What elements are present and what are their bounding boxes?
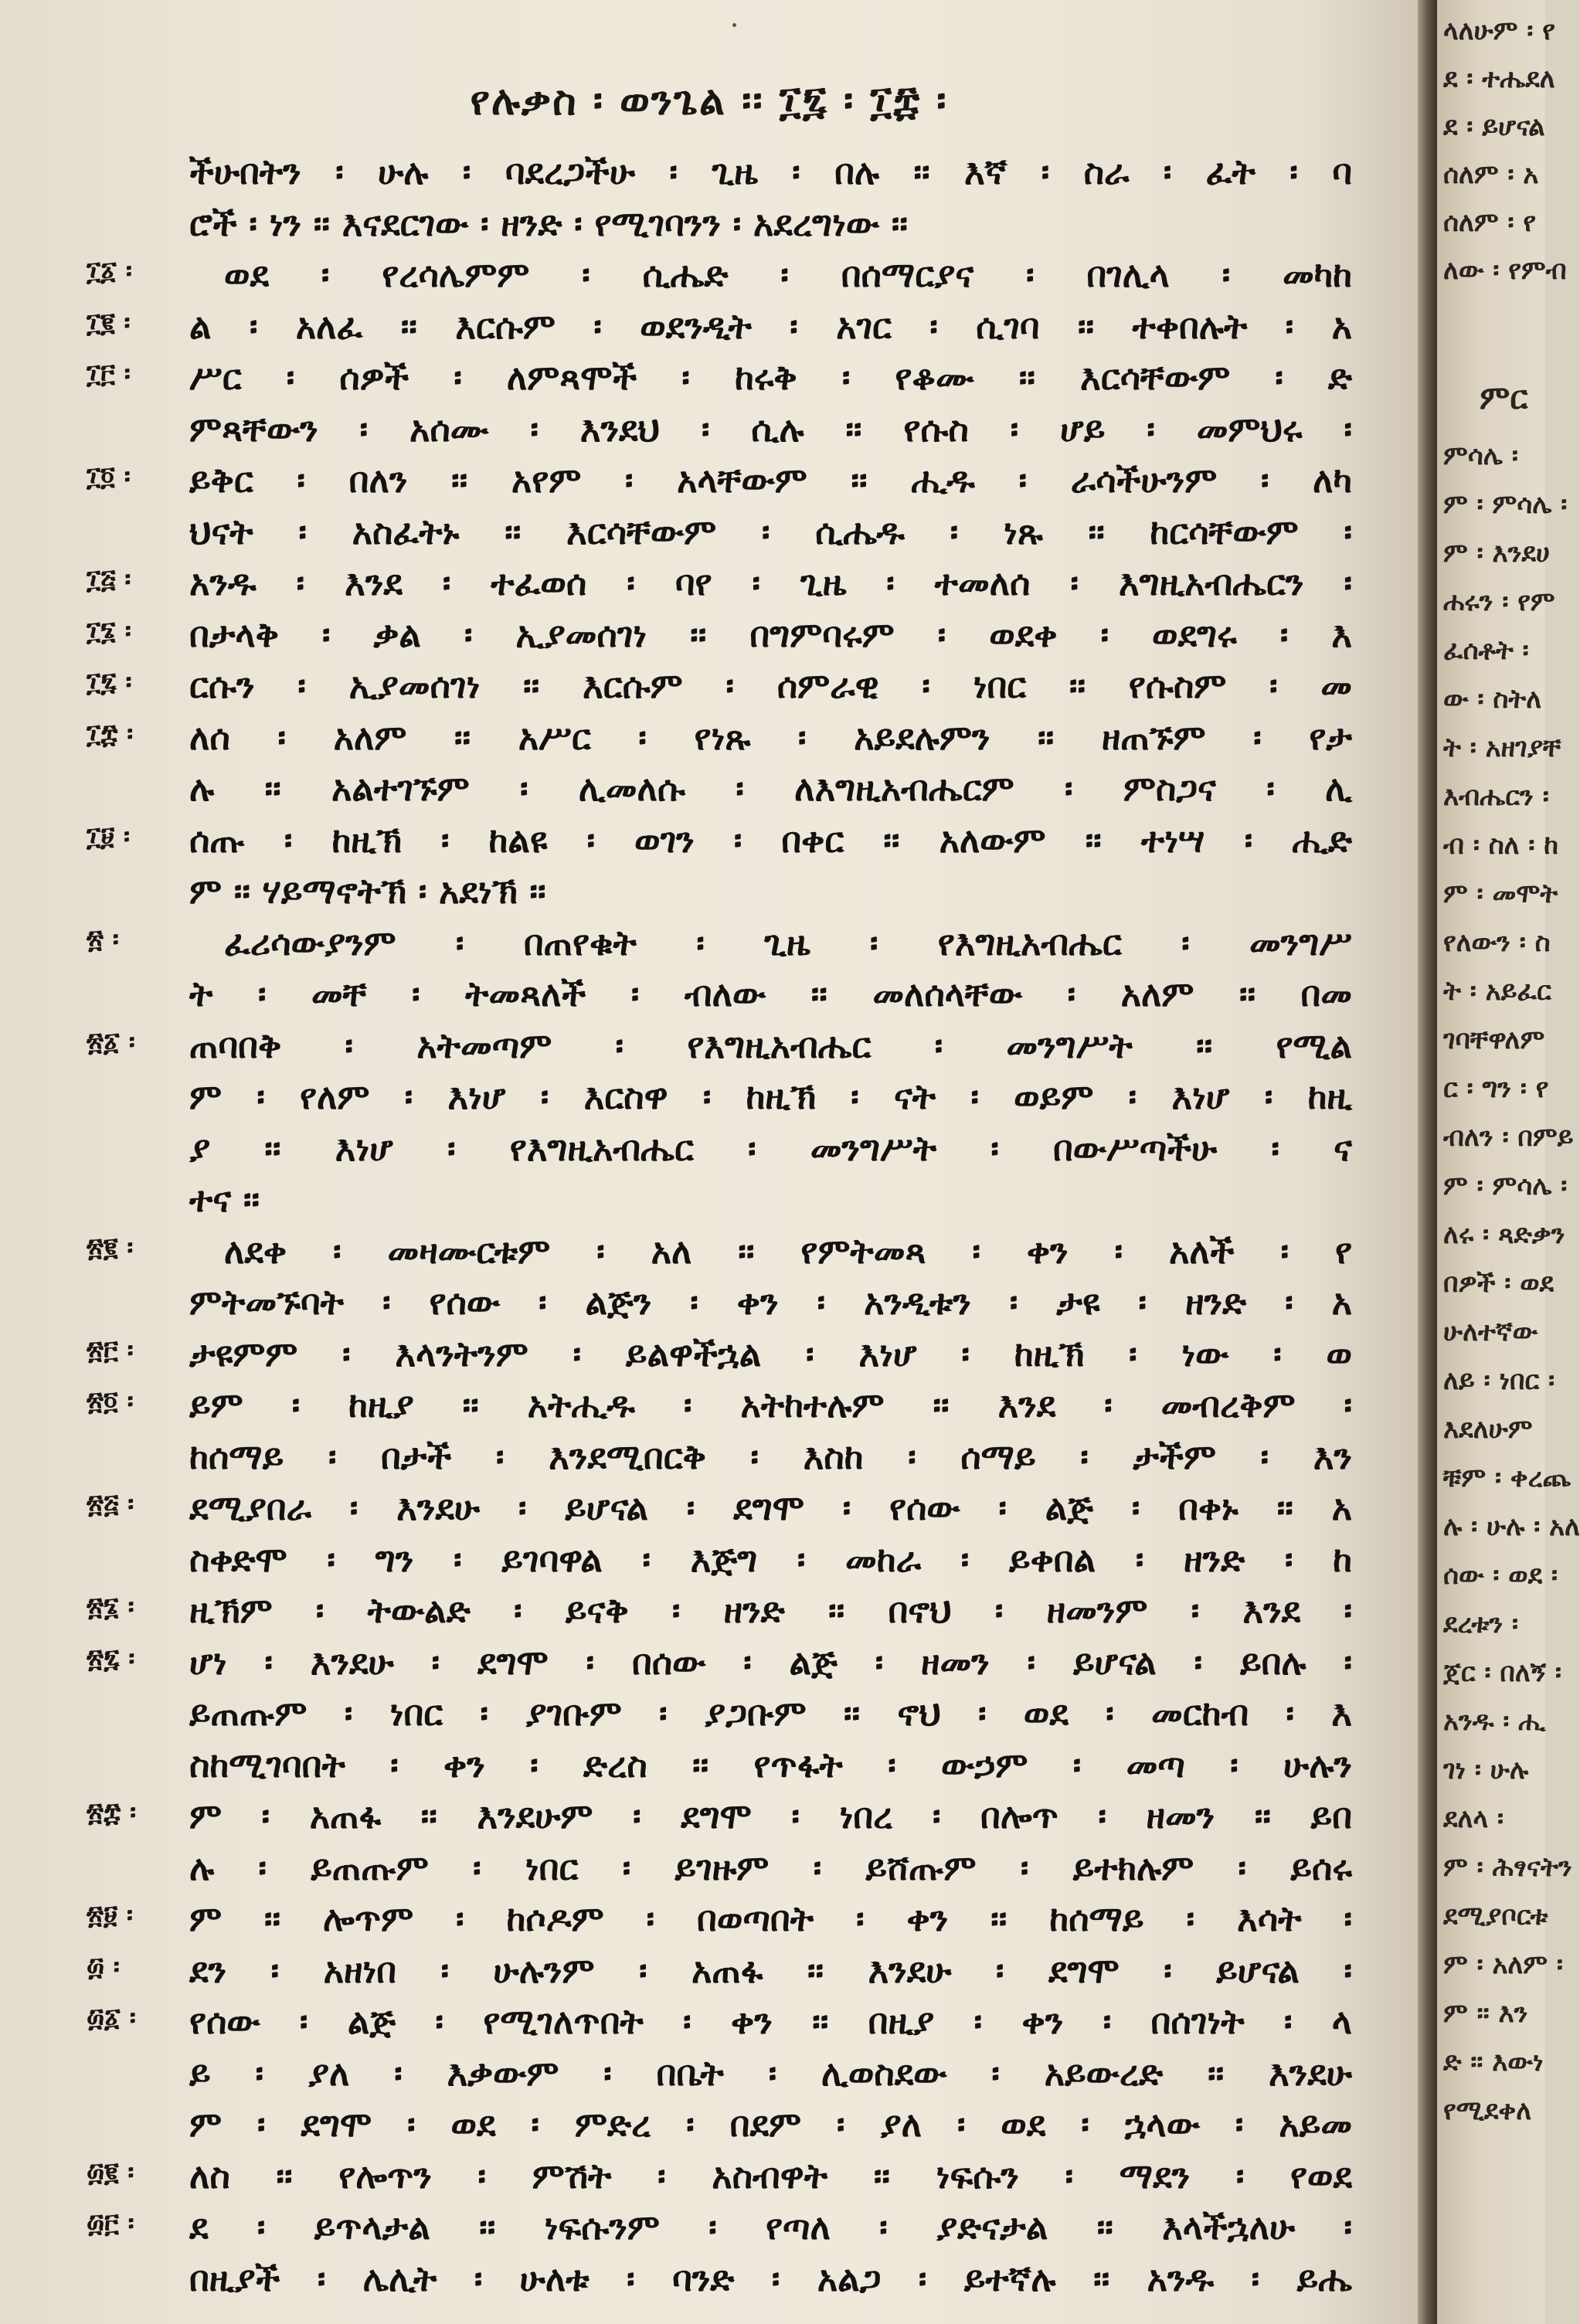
text-line [0,815,1418,867]
line-text: ል ፡ አለፈ ፡፡ እርሱም ፡ ወደንዲት ፡ አገር ፡ ሲገባ ፡፡ ተቀበሉት ፡ አ [189,305,1352,347]
line-text: በታላቅ ፡ ቃል ፡ ኢያመሰገነ ፡፡ በግምባሩም ፡ ወደቀ ፡ ወደግሩ ፡ እ [189,613,1352,655]
line-text: ፈሪሳውያንም ፡ በጠየቁት ፡ ጊዜ ፡ የእግዚአብሔር ፡ መንግሥ [224,922,1352,963]
text-line [0,1688,1418,1740]
text-line [0,1226,1418,1278]
verse-number: ፴ ፡ [87,1951,120,1983]
text-line [0,558,1418,610]
line-text: ምጻቸውን ፡ አሰሙ ፡ እንደህ ፡ ሲሉ ፡፡ የሱስ ፡ ሆይ ፡ መምህሩ ፡ [189,408,1352,450]
text-line [0,969,1418,1021]
text-line [0,763,1418,815]
facing-page-fragment: ሐሩን ፡ የም [1443,586,1555,617]
text-line [0,1123,1418,1175]
line-text: ም ፡ ደግሞ ፡ ወደ ፡ ምድረ ፡ በደም ፡ ያለ ፡ ወደ ፡ ኋላው ፡ አይመ [189,2104,1352,2145]
facing-page-fragment: ው ፡ ስትለ [1443,684,1542,715]
line-text: ደን ፡ አዘነበ ፡ ሁሉንም ፡ አጠፋ ፡፡ እንደሁ ፡ ደግሞ ፡ ይሆናል ፡ [189,1949,1352,1991]
text-line [0,661,1418,712]
line-text: ስከሚገባበት ፡ ቀን ፡ ድረስ ፡፡ የጥፋት ፡ ውኃም ፡ መጣ ፡ ሁሉን [189,1744,1352,1785]
text-line [0,918,1418,970]
facing-page-fragment: ፈሰቶት ፡ [1443,635,1529,666]
facing-page-fragment: ሰው ፡ ወደ ፡ [1443,1560,1558,1591]
text-line [0,507,1418,559]
line-text: ያ ፡፡ እነሆ ፡ የእግዚአብሔር ፡ መንግሥት ፡ በውሥጣችሁ ፡ ና [189,1127,1352,1169]
facing-page-fragment: ብለን ፡ በምይ [1443,1122,1574,1153]
text-line [0,1534,1418,1586]
line-text: ጠባበቅ ፡ አትመጣም ፡ የእግዚአብሔር ፡ መንግሥት ፡፡ የሚል [189,1024,1352,1066]
text-line [0,610,1418,661]
verse-number: ፲፮ ፡ [87,615,131,647]
text-line [0,1894,1418,1945]
line-text: ይ ፡ ያለ ፡ እቃውም ፡ በቤት ፡ ሊወስደው ፡ አይውረድ ፡፡ እንደሁ [189,2052,1352,2094]
line-text: ሮች ፡ ነን ፡፡ እናደርገው ፡ ዘንድ ፡ የሚገባንን ፡ አደረግነው ፡፡ [189,202,909,244]
text-line [0,352,1418,404]
line-text: ርሱን ፡ ኢያመሰገነ ፡፡ እርሱም ፡ ሰምራዊ ፡ ነበር ፡፡ የሱስም ፡ መ [189,665,1352,706]
verse-number: ፳፱ ፡ [87,1900,133,1931]
facing-page-fragment: ቹም ፡ ቀረጨ [1443,1463,1572,1493]
facing-page-fragment: ደሚያቦርቱ [1443,1901,1548,1932]
facing-page-fragment: ም ፡ ምሳሌ ፡ [1443,489,1568,520]
text-line [0,1585,1418,1637]
text-line [0,1380,1418,1432]
line-text: ምትመኙባት ፡ የሰው ፡ ልጅን ፡ ቀን ፡ አንዲቱን ፡ ታዩ ፡ ዘንድ ፡ አ [189,1282,1352,1323]
facing-page-fragment: ም ፡ እንደሀ [1443,538,1550,569]
facing-page-fragment: ለይ ፡ ነበር ፡ [1443,1365,1555,1396]
verse-number: ፳፩ ፡ [87,1026,135,1058]
facing-page-fragment: ለው ፡ የምብ [1443,255,1567,286]
text-line [0,250,1418,301]
text-line [0,2202,1418,2254]
verse-number: ፲፫ ፡ [87,358,131,389]
text-block [0,147,1418,2305]
facing-page-fragment: ብ ፡ ስለ ፡ ከ [1443,830,1559,861]
text-line [0,1996,1418,2048]
print-speck [732,23,736,27]
line-text: የሰው ፡ ልጅ ፡ የሚገለጥበት ፡ ቀን ፡፡ በዚያ ፡ ቀን ፡ በሰገነት ፡ ላ [189,2001,1352,2042]
line-text: ሆነ ፡ እንደሁ ፡ ደግሞ ፡ በሰው ፡ ልጅ ፡ ዘመን ፡ ይሆናል ፡ ይበሉ ፡ [189,1641,1352,1683]
verse-number: ፳፮ ፡ [87,1592,134,1622]
facing-page-fragment: ሁለተኛው [1443,1317,1538,1347]
text-line [0,199,1418,250]
verse-number: ፳፭ ፡ [87,1489,134,1520]
facing-page-fragment: ገነ ፡ ሁሉ [1443,1755,1529,1785]
text-line [0,1483,1418,1534]
text-line [0,404,1418,456]
line-text: ሥር ፡ ሰዎች ፡ ለምጻሞች ፡ ከሩቅ ፡ የቆሙ ፡፡ እርሳቸውም ፡ ድ [189,357,1352,398]
verse-number: ፳ ፡ [87,923,119,955]
line-text: ለስ ፡፡ የሎጥን ፡ ምሽት ፡ አስብዋት ፡፡ ነፍሱን ፡ ማደን ፡ የወደ [189,2155,1352,2197]
verse-number: ፲፭ ፡ [87,564,131,595]
text-line [0,2151,1418,2203]
facing-page-fragment: ም ፡ ምሳሌ ፡ [1443,1170,1568,1201]
facing-page-fragments [1437,0,1580,2324]
facing-page-fragment: የለውን ፡ ስ [1443,927,1551,958]
text-line [0,1791,1418,1843]
text-line [0,1329,1418,1381]
facing-page-fragment: ጀር ፡ በለኝ ፡ [1443,1657,1561,1688]
text-line [0,2254,1418,2305]
verse-number: ፲፱ ፡ [87,821,131,852]
verse-number: ፳፫ ፡ [87,1334,134,1366]
text-line [0,1021,1418,1072]
verse-number: ፳፯ ፡ [87,1643,135,1674]
verse-number: ፲፬ ፡ [87,461,131,492]
facing-page-heading: ምር [1480,379,1528,416]
text-line [0,1432,1418,1483]
facing-page-fragment: ም ፡፡ እን [1443,1998,1528,2029]
line-text: ይጠጡም ፡ ነበር ፡ ያገቡም ፡ ያጋቡም ፡፡ ኖህ ፡ ወደ ፡ መርከብ ፡ እ [189,1693,1352,1734]
facing-page-fragment: ት ፡ አይፈር [1443,976,1551,1007]
verse-number: ፳፬ ፡ [87,1386,134,1417]
facing-page-fragment: እደለሁም [1443,1414,1533,1445]
facing-page-fragment: ደ ፡ ይሆናል [1443,111,1545,142]
line-text: ም ፡፡ ሎጥም ፡ ከሶዶም ፡ በወጣበት ፡ ቀን ፡፡ ከሰማይ ፡ እሳት ፡ [189,1898,1352,1939]
line-text: ሰጡ ፡ ከዚኽ ፡ ከልዩ ፡ ወገን ፡ በቀር ፡፡ አለውም ፡፡ ተነሣ ፡ ሒድ [189,819,1352,861]
text-line [0,1740,1418,1792]
facing-page-fragment: አንዱ ፡ ሒ [1443,1706,1546,1737]
text-line [0,2048,1418,2100]
line-text: ስቀድሞ ፡ ግን ፡ ይገባዋል ፡ እጅግ ፡ መከራ ፡ ይቀበል ፡ ዘንድ ፡ ከ [189,1538,1352,1580]
text-line [0,301,1418,353]
facing-page-fragment: ም ፡ አለም ፡ [1443,1949,1563,1980]
line-text: ታዩምም ፡ እላንትንም ፡ ይልዋችኋል ፡ እነሆ ፡ ከዚኽ ፡ ነው ፡ ወ [189,1333,1352,1374]
line-text: ደ ፡ ይጥላታል ፡፡ ነፍሱንም ፡ የጣለ ፡ ያድናታል ፡፡ እላችኋለሁ ፡ [189,2207,1352,2248]
line-text: ወደ ፡ የረሳሌምም ፡ ሲሔድ ፡ በሰማርያና ፡ በገሊላ ፡ መካከ [224,254,1352,295]
line-text: ሉ ፡፡ አልተገኙም ፡ ሊመለሱ ፡ ለእግዚአብሔርም ፡ ምስጋና ፡ ሊ [189,768,1352,809]
line-text: ችሁበትን ፡ ሁሉ ፡ ባደረጋችሁ ፡ ጊዜ ፡ በሉ ፡፡ እኛ ፡ ስራ ፡ ፈት ፡ ባ [189,151,1352,192]
text-line [0,712,1418,764]
line-text: ሉ ፡ ይጠጡም ፡ ነበር ፡ ይገዙም ፡ ይሸጡም ፡ ይተክሉም ፡ ይሰሩ [189,1847,1352,1888]
line-text: ዚኽም ፡ ትውልድ ፡ ይናቅ ፡ ዘንድ ፡፡ በኖህ ፡ ዘመንም ፡ እንደ ፡ [189,1590,1352,1631]
line-text: ከሰማይ ፡ በታች ፡ እንደሚበርቅ ፡ እስከ ፡ ሰማይ ፡ ታችም ፡ እን [189,1436,1352,1477]
line-text: ተና ፡፡ [189,1179,260,1220]
verse-number: ፴፪ ፡ [87,2156,134,2188]
verse-number: ፴፫ ፡ [87,2208,134,2239]
line-text: ይም ፡ ከዚያ ፡፡ አትሒዱ ፡ አትከተሉም ፡፡ እንደ ፡ መብረቅም ፡ [189,1385,1352,1425]
facing-page-fragment: እብሔርን ፡ [1443,781,1549,812]
line-text: በዚያች ፡ ሌሊት ፡ ሁለቱ ፡ ባንድ ፡ አልጋ ፡ ይተኛሉ ፡፡ አንዱ ፡ ይሔ [189,2258,1352,2299]
verse-number: ፳፰ ፡ [87,1797,137,1828]
verse-number: ፲፰ ፡ [87,718,134,749]
facing-page-fragment: ር ፡ ግን ፡ የ [1443,1073,1549,1104]
facing-page-fragment: ት ፡ አዘገያቸ [1443,732,1561,763]
text-line [0,1637,1418,1689]
text-line [0,1072,1418,1123]
line-text: ም ፡፡ ሃይማኖትኽ ፡ አደነኽ ፡፡ [189,871,546,912]
text-line [0,1843,1418,1894]
running-head: የሉቃስ ፡ ወንጌል ፡፡ ፲፯ ፡ ፲፰ ፡ [470,77,948,124]
text-line [0,866,1418,918]
facing-page-fragment: ድ ፡፡ እውነ [1443,2047,1544,2078]
facing-page-fragment: ላለሁም ፡ የ [1443,15,1555,46]
line-text: ደሚያበራ ፡ እንደሁ ፡ ይሆናል ፡ ደግሞ ፡ የሰው ፡ ልጅ ፡ በቀኑ ፡፡ አ [189,1487,1352,1528]
facing-page-fragment: ም ፡ ሕፃናትን [1443,1852,1572,1883]
facing-page-fragment: ደለላ ፡ [1443,1803,1504,1834]
line-text: ት ፡ መቸ ፡ ትመጻለች ፡ ብለው ፡፡ መለሰላቸው ፡ አለም ፡፡ በመ [189,973,1352,1014]
facing-page-fragment: ሰለም ፡ አ [1443,159,1539,190]
verse-number: ፲፩ ፡ [87,256,132,287]
verse-number: ፲፯ ፡ [87,667,132,698]
facing-page-fragment: ደረቱን ፡ [1443,1609,1519,1639]
text-line [0,1277,1418,1329]
line-text: ም ፡ አጠፋ ፡፡ እንደሁም ፡ ደግሞ ፡ ነበረ ፡ በሎጥ ፡ ዘመን ፡፡ ይበ [189,1796,1352,1836]
text-line [0,1174,1418,1226]
text-line [0,2099,1418,2151]
facing-page-fragment: ሰለም ፡ የ [1443,207,1536,238]
line-text: አንዱ ፡ እንደ ፡ ተፈወሰ ፡ ባየ ፡ ጊዜ ፡ ተመለሰ ፡ እግዚአብሔርን ፡ [189,562,1352,603]
verse-number: ፴፩ ፡ [87,2003,136,2034]
facing-page-fragment: ደ ፡ ተሔደለ [1443,63,1555,94]
facing-page-fragment: በዎች ፡ ወደ [1443,1268,1555,1299]
line-text: ይቅር ፡ በለን ፡፡ አየም ፡ አላቸውም ፡፡ ሒዱ ፡ ራሳችሁንም ፡ ለካ [189,460,1352,501]
line-text: ም ፡ የለም ፡ እነሆ ፡ እርስዋ ፡ ከዚኽ ፡ ናት ፡ ወይም ፡ እነሆ ፡ ከዚ [189,1076,1352,1117]
text-line [0,147,1418,199]
facing-page-fragment: ሉ ፡ ሁሉ ፡ አለ [1443,1511,1580,1542]
text-line [0,455,1418,507]
facing-page-fragment: የሚደቀለ [1443,2095,1532,2126]
facing-page-fragment: ለሩ ፡ ጻድቃን [1443,1219,1565,1250]
verse-number: ፲፪ ፡ [87,307,131,338]
book-spine [1418,0,1437,2324]
facing-page-fragment: ገባቸዋለም [1443,1024,1545,1055]
facing-page-edge [1437,0,1580,2324]
line-text: ለደቀ ፡ መዛሙርቱም ፡ አለ ፡፡ የምትመጻ ፡ ቀን ፡ አለች ፡ የ [224,1230,1352,1272]
verse-number: ፳፪ ፡ [87,1232,134,1263]
facing-page-fragment: ምሳሌ ፡ [1443,440,1518,471]
line-text: ህናት ፡ አስፈትኑ ፡፡ እርሳቸውም ፡ ሲሔዱ ፡ ነጹ ፡፡ ከርሳቸውም ፡ [189,511,1352,552]
facing-page-fragment: ም ፡ መሞት [1443,878,1558,909]
line-text: ለሰ ፡ አለም ፡፡ አሥር ፡ የነጹ ፡ አይደሉምን ፡፡ ዘጠኙም ፡ የታ [189,716,1352,758]
text-line [0,1945,1418,1997]
